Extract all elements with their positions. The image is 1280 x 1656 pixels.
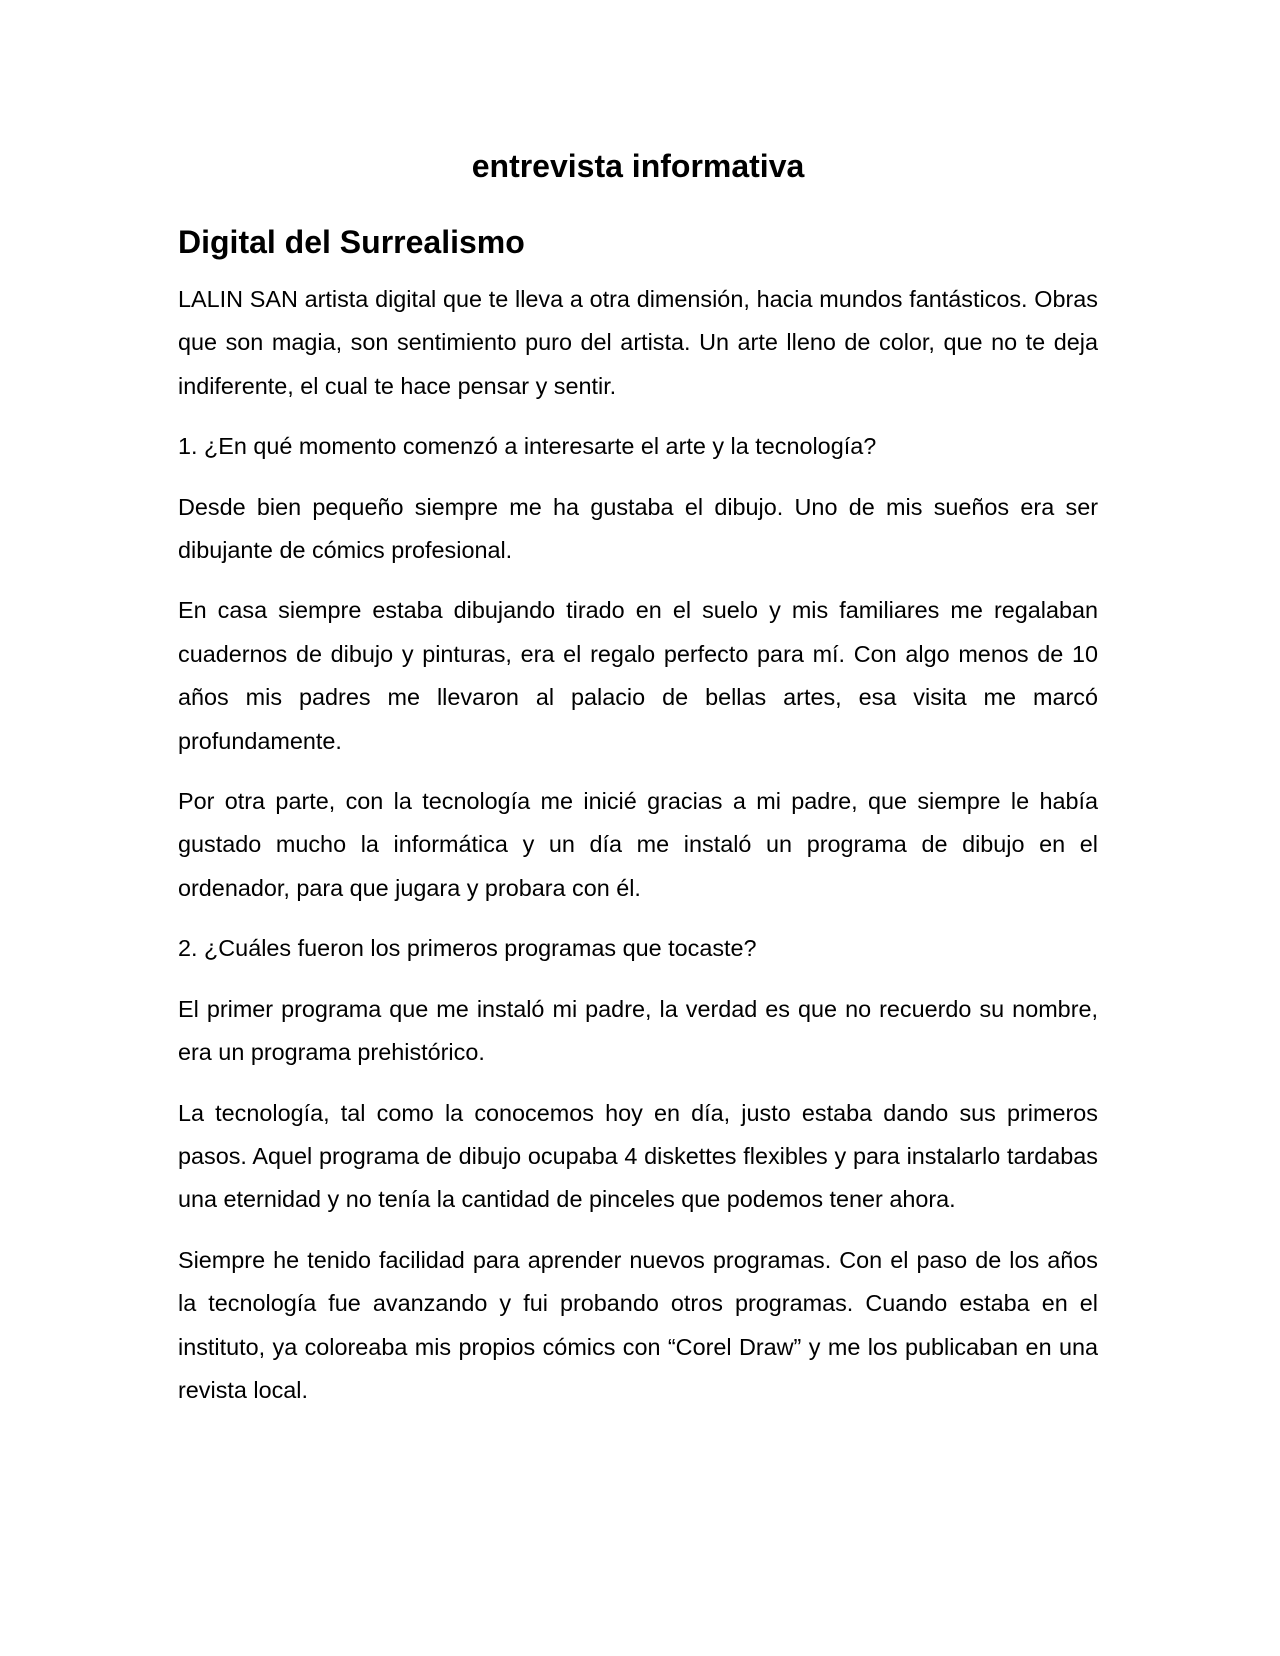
answer-2-paragraph-3: Siempre he tenido facilidad para aprender nuevos programas. Con el paso de los años la tecnología fue avanzando y fui probando otros programas. Cuando estaba en el instituto, ya coloreaba mis propios cómics con “Corel Draw” y me los publicaban en una revista local.	[178, 1246, 1098, 1403]
document-title: entrevista informativa	[471, 148, 805, 184]
answer-2-paragraph-2: La tecnología, tal como la conocemos hoy en día, justo estaba dando sus primeros pasos. Aquel programa de dibujo ocupaba 4 diskettes flexibles y para instalarlo tardabas una eternidad y no tenía la cantidad de pinceles que podemos tener ahora.	[178, 1099, 1098, 1213]
question-2: 2. ¿Cuáles fueron los primeros programas que tocaste?	[178, 935, 757, 962]
answer-1-paragraph-3: Por otra parte, con la tecnología me inicié gracias a mi padre, que siempre le había gustado mucho la informática y un día me instaló un programa de dibujo en el ordenador, para que jugara y probara con él.	[178, 788, 1098, 901]
answer-1-paragraph-1: Desde bien pequeño siempre me ha gustaba el dibujo. Uno de mis sueños era ser dibujante de cómics profesional.	[178, 493, 1098, 564]
section-heading: Digital del Surrealismo	[178, 224, 525, 260]
intro-paragraph: LALIN SAN artista digital que te lleva a otra dimensión, hacia mundos fantásticos. Obras que son magia, son sentimiento puro del artista. Un arte lleno de color, que no te deja indiferente, el cual te hace pensar y sentir.	[178, 286, 1098, 399]
question-1: 1. ¿En qué momento comenzó a interesarte el arte y la tecnología?	[178, 433, 877, 460]
answer-2-paragraph-1: El primer programa que me instaló mi padre, la verdad es que no recuerdo su nombre, era un programa prehistórico.	[178, 995, 1098, 1066]
answer-1-paragraph-2: En casa siempre estaba dibujando tirado en el suelo y mis familiares me regalaban cuadernos de dibujo y pinturas, era el regalo perfecto para mí. Con algo menos de 10 años mis padres me llevaron al palacio de bellas artes, esa visita me marcó profundamente.	[178, 597, 1098, 754]
document-body	[178, 278, 1098, 1429]
